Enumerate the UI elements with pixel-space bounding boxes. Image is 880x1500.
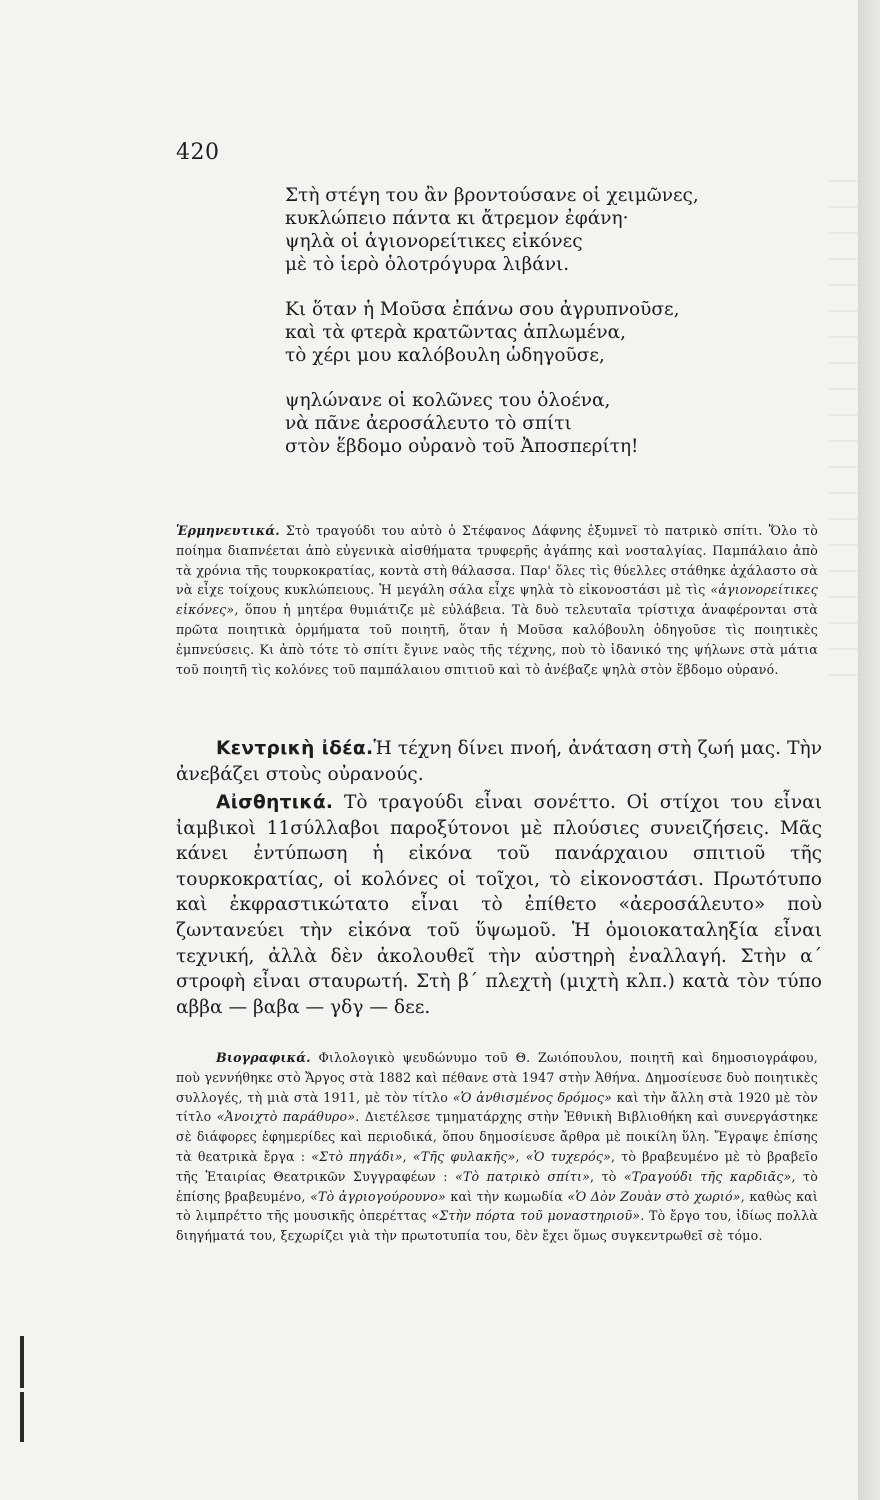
page-number: 420 bbox=[176, 140, 220, 165]
poem-line: στὸν ἕβδομο οὐρανὸ τοῦ Ἀποσπερίτη! bbox=[285, 436, 639, 457]
aesthetics-label: Αἰσθητικά. bbox=[216, 792, 334, 813]
biography-separator: , bbox=[402, 1148, 413, 1164]
poem-line: τὸ χέρι μου καλόβουλη ὡδηγοῦσε, bbox=[285, 345, 605, 366]
poem-stanza-1 bbox=[285, 184, 699, 276]
biography-separator: , bbox=[515, 1148, 526, 1164]
interpretation-section bbox=[176, 521, 818, 679]
biography-title: «Στὸ πηγάδι» bbox=[311, 1148, 403, 1164]
biography-label: Βιογραφικά. bbox=[216, 1050, 311, 1065]
biography-text: καὶ τὴν κωμωδία bbox=[445, 1188, 568, 1204]
biography-text: Φιλολογικὸ ψευδώνυμο τοῦ Θ. Ζωιόπουλου, ποιητῆ καὶ δημοσιογράφου, ποὺ γεννήθηκε στὸ Ἄργος στὰ 1882 καὶ πέθανε στὰ 1947 στὴν Ἀθήνα. Δημοσίευσε δυὸ ποιητικὲς συλλογές, τὴ μιὰ στὰ 1911, μὲ τὸν τίτλο bbox=[176, 1050, 818, 1105]
poem-line: Στὴ στέγη του ἂν βροντούσανε οἱ χειμῶνες, bbox=[285, 185, 699, 206]
aesthetics-section bbox=[176, 790, 822, 1020]
biography-title: «Ἀνοιχτὸ παράθυρο» bbox=[216, 1109, 356, 1125]
poem-line: ψηλώνανε οἱ κολῶνες του ὁλοένα, bbox=[285, 390, 611, 411]
poem-stanza-3 bbox=[285, 389, 699, 458]
interpretation-label: Ἑρμηνευτικά. bbox=[176, 523, 280, 538]
biography-text: , καθὼς καὶ τὸ λιμπρέττο τῆς μουσικῆς ὀπερέττας bbox=[176, 1188, 818, 1224]
biography-section bbox=[176, 1048, 818, 1246]
biography-text: . Τὸ ἔργο του, ἰδίως πολλὰ διηγήματά του, ξεχωρίζει γιὰ τὴν πρωτοτυπία του, δὲν ἔχει ὅμως συγκεντρωθεῖ σὲ τόμο. bbox=[176, 1208, 818, 1244]
biography-title: «Ὁ ἀνθισμένος δρόμος» bbox=[452, 1089, 612, 1105]
central-idea-paragraph bbox=[176, 736, 822, 787]
aesthetics-text: Τὸ τραγούδι εἶναι σονέττο. Οἱ στίχοι του εἶναι ἰαμβικοὶ 11σύλλαβοι παροξύτονοι μὲ πλούσιες συνειζήσεις. Μᾶς κάνει ἐντύπωση ἡ εἰκόνα τοῦ πανάρχαιου σπιτιοῦ τῆς τουρκοκρατίας, οἱ κολόνες οἱ τοῖχοι, τὸ εἰκονοστάσι. Πρωτότυπο καὶ ἐκφραστικώτατο εἶναι τὸ ἐπίθετο «ἀεροσάλευτο» ποὺ ζωντανεύει τὴν εἰκόνα τοῦ ὕψωμοῦ. Ἡ ὁμοιοκαταληξία εἶναι τεχνική, ἀλλὰ δὲν ἀκολουθεῖ τὴν αὐστηρὴ ἐναλλαγή. Στὴν α΄ στροφὴ εἶναι σταυρωτή. Στὴ β΄ πλεχτὴ (μιχτὴ κλπ.) κατὰ τὸν τύπο αββα — βαβα — γδγ — δεε. bbox=[176, 792, 822, 1018]
interpretation-text: , ὅπου ἡ μητέρα θυμιάτιζε μὲ εὐλάβεια. Τὰ δυὸ τελευταῖα τρίστιχα ἀναφέρονται στὰ πρῶτα ποιητικὰ ὁρμήματα τοῦ ποιητῆ, ὅταν ἡ Μοῦσα καλόβουλη ὁδηγοῦσε τὶς ποιητικὲς ἐμπνεύσεις. Κι ἀπὸ τότε τὸ σπίτι ἔγινε ναὸς τῆς τέχνης, ποὺ τὸ ἰδανικό της ψήλωνε στὰ μάτια τοῦ ποιητῆ τὶς κολόνες τοῦ παμπάλαιου σπιτιοῦ καὶ τὸ ἀνέβαζε ψηλὰ στὸν ἕβδομο οὐρανό. bbox=[176, 602, 818, 677]
biography-text: καὶ τὴν ἄλλη στὰ 1920 μὲ τὸν τίτλο bbox=[176, 1089, 818, 1125]
biography-title: «Τραγούδι τῆς καρδιᾶς» bbox=[623, 1168, 792, 1184]
biography-title: «Τὸ ἀγριογούρουνο» bbox=[310, 1188, 446, 1204]
poem-line: Κι ὅταν ἡ Μοῦσα ἐπάνω σου ἀγρυπνοῦσε, bbox=[285, 299, 680, 320]
bleed-through-texture bbox=[828, 180, 858, 700]
biography-paragraph bbox=[176, 1048, 818, 1246]
biography-title: «Τῆς φυλακῆς» bbox=[412, 1148, 516, 1164]
poem-line: νὰ πᾶνε ἀεροσάλευτο τὸ σπίτι bbox=[285, 413, 572, 434]
biography-title: «Ὁ τυχερός» bbox=[525, 1148, 612, 1164]
poem-line: καὶ τὰ φτερὰ κρατῶντας ἁπλωμένα, bbox=[285, 322, 626, 343]
poem-line: κυκλώπειο πάντα κι ἄτρεμον ἐφάνη· bbox=[285, 208, 629, 229]
central-idea-label: Κεντρικὴ ἰδέα. bbox=[216, 738, 374, 759]
margin-mark-upper bbox=[20, 1336, 24, 1388]
poem-line: μὲ τὸ ἱερὸ ὁλοτρόγυρα λιβάνι. bbox=[285, 254, 570, 275]
biography-text: , τὸ ἐπίσης βραβευμένο, bbox=[176, 1168, 818, 1204]
biography-title: «Τὸ πατρικὸ σπίτι» bbox=[455, 1168, 590, 1184]
biography-title: «Στὴν πόρτα τοῦ μοναστηριοῦ» bbox=[431, 1208, 641, 1224]
aesthetics-paragraph bbox=[176, 790, 822, 1020]
page-edge-shadow bbox=[858, 0, 880, 1500]
central-idea-section bbox=[176, 736, 822, 787]
poem-line: ψηλὰ οἱ ἁγιονορείτικες εἰκόνες bbox=[285, 231, 583, 252]
central-idea-text: Ἡ τέχνη δίνει πνοή, ἀνάταση στὴ ζωή μας. Τὴν ἀνεβάζει στοὺς οὐρανούς. bbox=[176, 738, 823, 785]
biography-text: , τὸ bbox=[590, 1168, 624, 1184]
biography-text: , τὸ βραβευμένο μὲ τὸ βραβεῖο τῆς Ἑταιρίας Θεατρικῶν Συγγραφέων : bbox=[176, 1148, 818, 1184]
interpretation-quote: «ἁγιονορείτικες εἰκόνες» bbox=[176, 582, 818, 618]
poem-stanza-2 bbox=[285, 298, 699, 367]
interpretation-text: Στὸ τραγούδι του αὐτὸ ὁ Στέφανος Δάφνης ἐξυμνεῖ τὸ πατρικὸ σπίτι. Ὅλο τὸ ποίημα διαπνέεται ἀπὸ εὐγενικὰ αἰσθήματα τρυφερῆς ἀγάπης καὶ νοσταλγίας. Παμπάλαιο ἀπὸ τὰ χρόνια τῆς τουρκοκρατίας, κοντὰ στὴ θάλασσα. Παρ' ὅλες τὶς θύελλες στάθηκε ἀχάλαστο σὰ νὰ εἶχε τοίχους κυκλώπειους. Ἡ μεγάλη σάλα εἶχε ψηλὰ τὸ εἰκονοστάσι μὲ τὶς bbox=[176, 523, 818, 598]
biography-title: «Ὁ Δὸν Ζουὰν στὸ χωριό» bbox=[567, 1188, 741, 1204]
poem bbox=[285, 184, 699, 480]
biography-text: . Διετέλεσε τμηματάρχης στὴν Ἐθνικὴ Βιβλιοθήκη καὶ συνεργάστηκε σὲ διάφορες ἐφημερίδες καὶ περιοδικά, ὅπου δημοσίευσε ἄρθρα μὲ ποικίλη ὕλη. Ἔγραψε ἐπίσης τὰ θεατρικὰ ἔργα : bbox=[176, 1109, 818, 1164]
margin-mark-lower bbox=[20, 1392, 24, 1442]
